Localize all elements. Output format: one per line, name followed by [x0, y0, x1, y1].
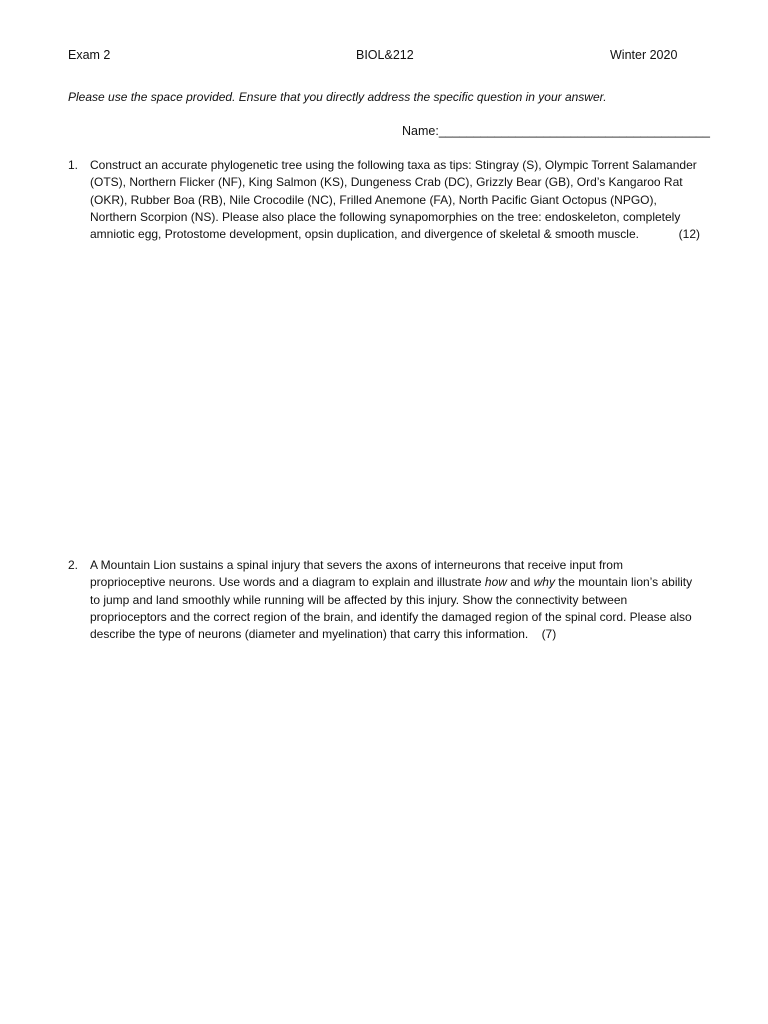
emphasis-why: why	[533, 575, 555, 590]
question-2	[68, 557, 700, 643]
header-course-code: BIOL&212	[356, 48, 414, 62]
question-points: (12)	[678, 227, 700, 242]
question-number: 1.	[68, 158, 79, 172]
question-1	[68, 157, 700, 243]
question-2-text-part1: A Mountain Lion sustains a spinal injury that severs the axons of interneurons that receive input from proprioceptive neurons. Use words and a diagram to explain and illustrate	[90, 558, 623, 590]
instructions: Please use the space provided. Ensure that you directly address the specific question in your answer.	[68, 90, 607, 104]
header-exam-label: Exam 2	[68, 48, 111, 62]
question-2-text-part3: the mountain lion’s ability to jump and land smoothly while running will be affected by this injury. Show the connectivity between proprioceptors and the correct region of the brain, and identify the damaged region of the spinal cord. Please also describe the type of neurons (diameter and myelination) that carry this information.	[90, 575, 693, 642]
question-text	[90, 557, 700, 643]
question-1-text: Construct an accurate phylogenetic tree using the following taxa as tips: Stingray (S), Olympic Torrent Salamander (OTS), Northern Flicker (NF), King Salmon (KS), Dungeness Crab (DC), Grizzly Bear (GB), Ord’s Kangaroo Rat (OKR), Rubber Boa (RB), Nile Crocodile (NC), Frilled Anemone (FA), North Pacific Giant Octopus (NPGO), Northern Scorpion (NS). Please also place the following synapomorphies on the tree: endoskeleton, completely amniotic egg, Protostome development, opsin duplication, and divergence of skeletal & smooth muscle.	[90, 158, 697, 242]
question-text	[90, 157, 700, 243]
question-2-text-part2: and	[506, 575, 534, 590]
name-field[interactable]: Name:_______________________________________	[402, 124, 710, 138]
header-term: Winter 2020	[610, 48, 678, 62]
emphasis-how: how	[484, 575, 507, 590]
question-points: (7)	[541, 627, 557, 642]
question-number: 2.	[68, 558, 79, 572]
